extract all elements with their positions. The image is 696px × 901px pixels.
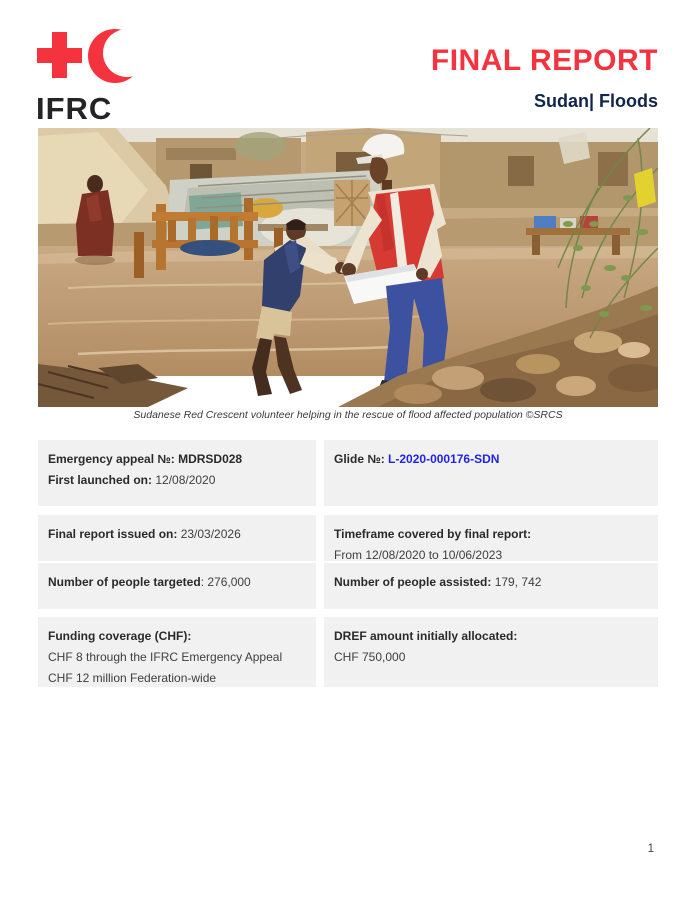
- table-cell-right: [324, 563, 658, 609]
- table-row: [38, 617, 658, 687]
- field-line: [334, 647, 648, 668]
- field-label: Glide №:: [334, 452, 389, 466]
- report-title: FINAL REPORT: [430, 44, 658, 77]
- info-table: [38, 440, 658, 687]
- field-value: : 276,000: [200, 575, 251, 589]
- field-label: DREF amount initially allocated:: [334, 629, 518, 643]
- field-line: [334, 524, 648, 545]
- flood-scene-illustration: [38, 128, 658, 407]
- field-label: Timeframe covered by final report:: [334, 527, 532, 541]
- field-value: 179, 742: [491, 575, 542, 589]
- red-cross-crescent-icon: [36, 28, 148, 86]
- table-cell-right: [324, 617, 658, 687]
- table-cell-right: [324, 440, 658, 506]
- report-subtitle: Sudan| Floods: [533, 91, 658, 111]
- field-value: CHF 750,000: [334, 650, 406, 664]
- field-line: [48, 524, 306, 545]
- field-label: Number of people targeted: [48, 575, 201, 589]
- field-line: [334, 449, 648, 470]
- field-label: First launched on:: [48, 473, 156, 487]
- field-value: 23/03/2026: [180, 527, 241, 541]
- field-line: [48, 647, 306, 668]
- table-cell-left: [38, 515, 316, 561]
- field-line: [334, 626, 648, 647]
- field-line: [334, 572, 648, 593]
- table-cell-right: [324, 515, 658, 561]
- field-value: CHF 8 through the IFRC Emergency Appeal: [48, 650, 283, 664]
- glide-number-link[interactable]: L-2020-000176-SDN: [388, 452, 500, 466]
- ifrc-logo-text: IFRC: [36, 91, 113, 126]
- field-line: [48, 449, 306, 470]
- ifrc-logo: [36, 28, 148, 124]
- table-cell-left: [38, 617, 316, 687]
- field-value: CHF 12 million Federation-wide: [48, 671, 217, 685]
- field-label: Funding coverage (CHF):: [48, 629, 192, 643]
- field-label: Final report issued on:: [48, 527, 181, 541]
- field-label: Number of people assisted:: [334, 575, 492, 589]
- page-number: 1: [647, 843, 654, 855]
- field-value: From 12/08/2020 to 10/06/2023: [334, 548, 503, 562]
- field-line: [48, 470, 306, 491]
- field-line: [48, 572, 306, 593]
- table-cell-left: [38, 563, 316, 609]
- table-row: [38, 440, 658, 506]
- field-line: [48, 626, 306, 647]
- table-row: [38, 515, 658, 561]
- field-label: Emergency appeal №: MDRSD028: [48, 452, 243, 466]
- field-value: 12/08/2020: [155, 473, 216, 487]
- field-line: [48, 668, 306, 689]
- cover-photo: [38, 128, 658, 407]
- table-row: [38, 563, 658, 609]
- photo-caption: Sudanese Red Crescent volunteer helping in the rescue of flood affected population ©SRCS: [133, 409, 563, 421]
- table-cell-left: [38, 440, 316, 506]
